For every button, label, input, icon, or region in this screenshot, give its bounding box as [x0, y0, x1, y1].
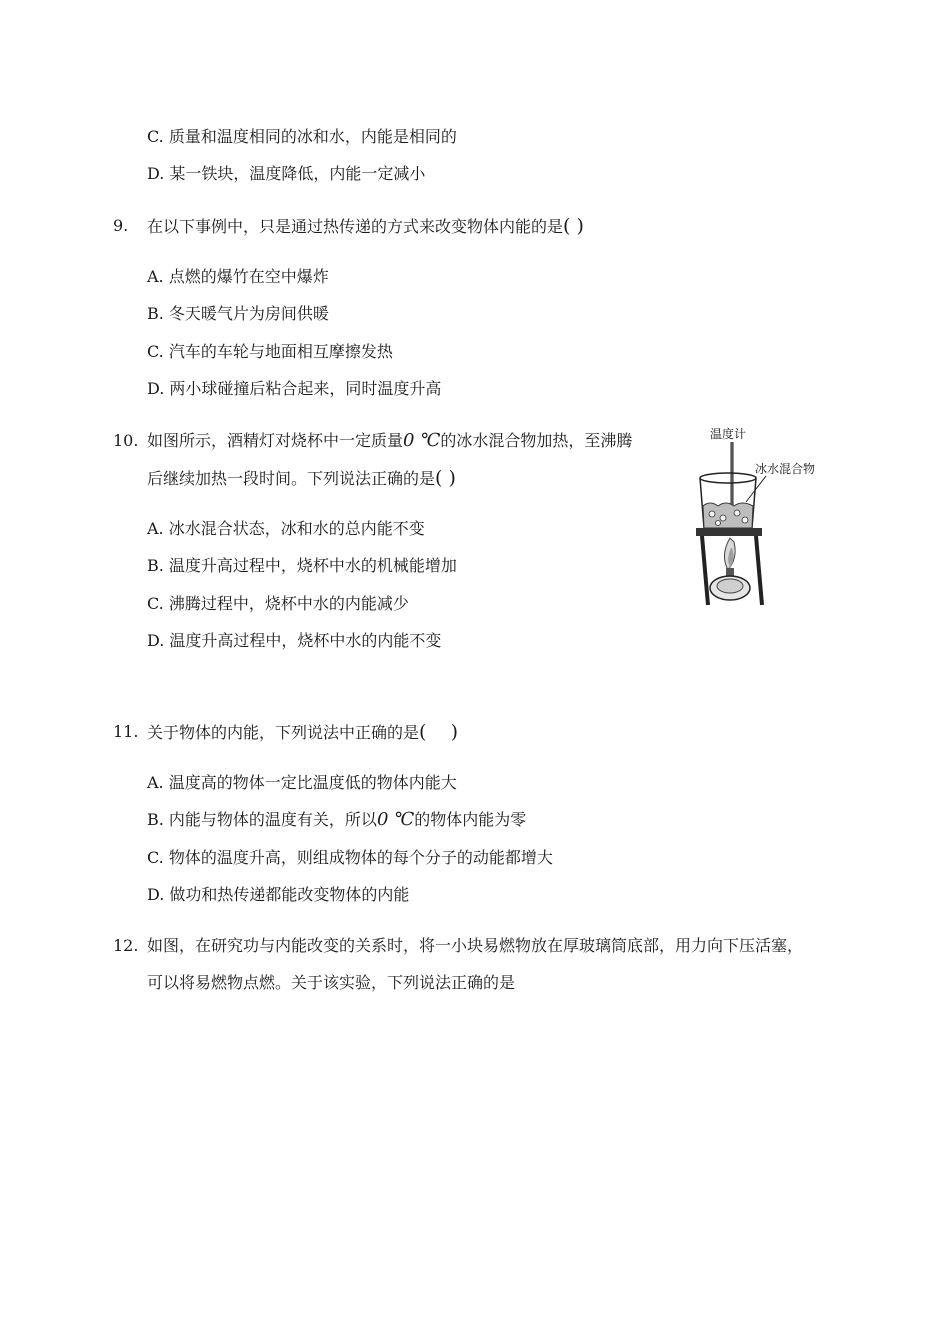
q9-answer-paren: ( ) — [563, 215, 584, 237]
flame-icon — [724, 538, 735, 570]
q10-number: 10. — [113, 431, 139, 450]
q9-option-c: C. 汽车的车轮与地面相互摩擦发热 — [147, 342, 393, 361]
q10-figure-apparatus — [690, 420, 835, 610]
q11-answer-paren: ( ) — [419, 721, 458, 743]
q9-option-d: D. 两小球碰撞后粘合起来，同时温度升高 — [147, 379, 442, 398]
q12-number: 12. — [113, 936, 139, 955]
q11-option-a: A. 温度高的物体一定比温度低的物体内能大 — [147, 773, 457, 792]
q10-option-c: C. 沸腾过程中，烧杯中水的内能减少 — [147, 594, 409, 613]
q11-option-b-pre: B. 内能与物体的温度有关，所以 — [147, 810, 377, 829]
q8-option-d: D. 某一铁块，温度降低，内能一定减小 — [147, 164, 426, 183]
q10-option-b: B. 温度升高过程中，烧杯中水的机械能增加 — [147, 556, 457, 575]
q9-stem-text: 在以下事例中，只是通过热传递的方式来改变物体内能的是 — [147, 217, 564, 236]
q10-stem-line1 — [147, 430, 632, 452]
q11-option-d: D. 做功和热传递都能改变物体的内能 — [147, 885, 410, 904]
q10-option-a: A. 冰水混合状态，冰和水的总内能不变 — [147, 519, 425, 538]
q8-option-c: C. 质量和温度相同的冰和水，内能是相同的 — [147, 127, 457, 146]
q10-stem-pre: 如图所示，酒精灯对烧杯中一定质量 — [147, 431, 404, 450]
q9-stem — [147, 215, 584, 238]
q10-option-d: D. 温度升高过程中，烧杯中水的内能不变 — [147, 631, 442, 650]
q9-option-b: B. 冬天暖气片为房间供暖 — [147, 304, 329, 323]
q9-number: 9. — [113, 216, 129, 235]
q11-option-b-post: 的物体内能为零 — [414, 810, 527, 829]
q11-stem-text: 关于物体的内能，下列说法中正确的是 — [147, 723, 420, 742]
q10-stem-line2 — [147, 467, 456, 490]
q11-stem — [147, 721, 458, 744]
q11-option-c: C. 物体的温度升高，则组成物体的每个分子的动能都增大 — [147, 848, 553, 867]
q10-label-mixture: 冰水混合物 — [755, 462, 816, 476]
alcohol-lamp-icon — [710, 568, 750, 600]
q10-answer-paren: ( ) — [435, 467, 456, 489]
q10-stem-post: 的冰水混合物加热，至沸腾 — [440, 431, 633, 450]
q12-stem-line1: 如图，在研究功与内能改变的关系时，将一小块易燃物放在厚玻璃筒底部，用力向下压活塞， — [147, 936, 804, 955]
q11-option-b-temperature: 0 ℃ — [376, 809, 415, 830]
q11-option-b — [147, 809, 526, 831]
q10-temperature: 0 ℃ — [403, 430, 441, 451]
q10-stem-text2: 后继续加热一段时间。下列说法正确的是 — [147, 469, 436, 488]
q11-number: 11. — [113, 722, 139, 741]
q10-label-thermometer: 温度计 — [710, 427, 747, 441]
q12-stem-line2: 可以将易燃物点燃。关于该实验，下列说法正确的是 — [147, 973, 516, 992]
q9-option-a: A. 点燃的爆竹在空中爆炸 — [147, 267, 329, 286]
